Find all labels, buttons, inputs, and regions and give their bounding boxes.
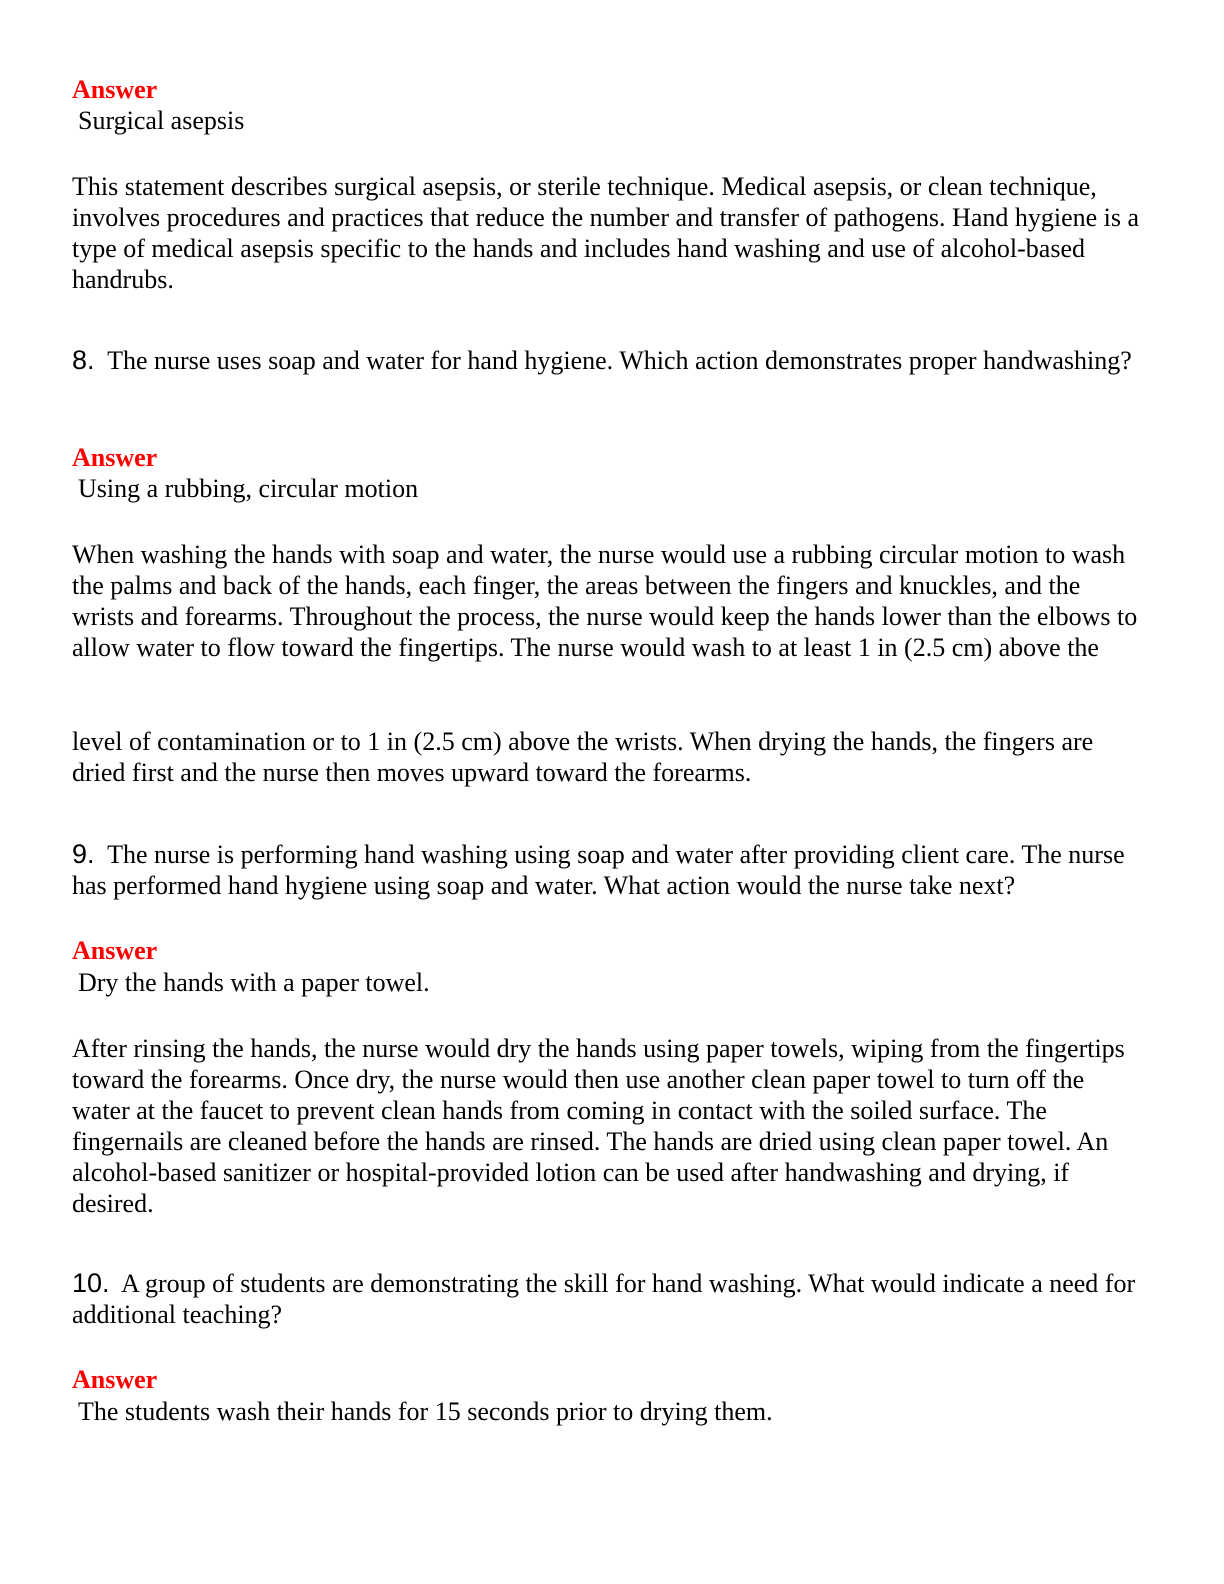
answer-text: The students wash their hands for 15 seconds prior to drying them. bbox=[78, 1397, 773, 1426]
question-9 bbox=[72, 839, 1147, 901]
question-number: 8. bbox=[72, 345, 95, 375]
answer-label: Answer bbox=[72, 75, 158, 104]
answer-label: Answer bbox=[72, 1365, 158, 1394]
explanation-paragraph: This statement describes surgical asepsis, or sterile technique. Medical asepsis, or clean technique, involves procedures and practices that reduce the number and transfer of pathogens. Hand hygiene is a type of medical asepsis specific to the hands and includes hand washing and use of alcohol-based handrubs. bbox=[72, 172, 1140, 294]
answer-text: Surgical asepsis bbox=[78, 106, 245, 135]
question-text: A group of students are demonstrating the skill for hand washing. What would indicate a need for additional teaching? bbox=[72, 1269, 1136, 1329]
explanation-paragraph-continued: level of contamination or to 1 in (2.5 cm) above the wrists. When drying the hands, the fingers are dried first and the nurse then moves upward toward the forearms. bbox=[72, 727, 1094, 787]
answer-text: Using a rubbing, circular motion bbox=[78, 474, 419, 503]
explanation-paragraph: When washing the hands with soap and water, the nurse would use a rubbing circular motion to wash the palms and back of the hands, each finger, the areas between the fingers and knuckles, and the wrists and forearms. Throughout the process, the nurse would keep the hands lower than the elbows to allow water to flow toward the fingertips. The nurse would wash to at least 1 in (2.5 cm) above the bbox=[72, 540, 1138, 662]
question-text: The nurse uses soap and water for hand hygiene. Which action demonstrates proper handwashing? bbox=[107, 346, 1132, 375]
question-number: 9. bbox=[72, 839, 95, 869]
question-8 bbox=[72, 345, 1147, 376]
question-number: 10. bbox=[72, 1268, 110, 1298]
answer-text: Dry the hands with a paper towel. bbox=[78, 968, 430, 997]
answer-label: Answer bbox=[72, 443, 158, 472]
question-text: The nurse is performing hand washing using soap and water after providing client care. The nurse has performed hand hygiene using soap and water. What action would the nurse take next? bbox=[72, 840, 1125, 900]
explanation-paragraph: After rinsing the hands, the nurse would dry the hands using paper towels, wiping from the fingertips toward the forearms. Once dry, the nurse would then use another clean paper towel to turn off the water at the faucet to prevent clean hands from coming in contact with the soiled surface. The fingernails are cleaned before the hands are rinsed. The hands are dried using clean paper towel. An alcohol-based sanitizer or hospital-provided lotion can be used after handwashing and drying, if desired. bbox=[72, 1034, 1125, 1218]
question-10 bbox=[72, 1268, 1147, 1330]
answer-label: Answer bbox=[72, 936, 158, 965]
